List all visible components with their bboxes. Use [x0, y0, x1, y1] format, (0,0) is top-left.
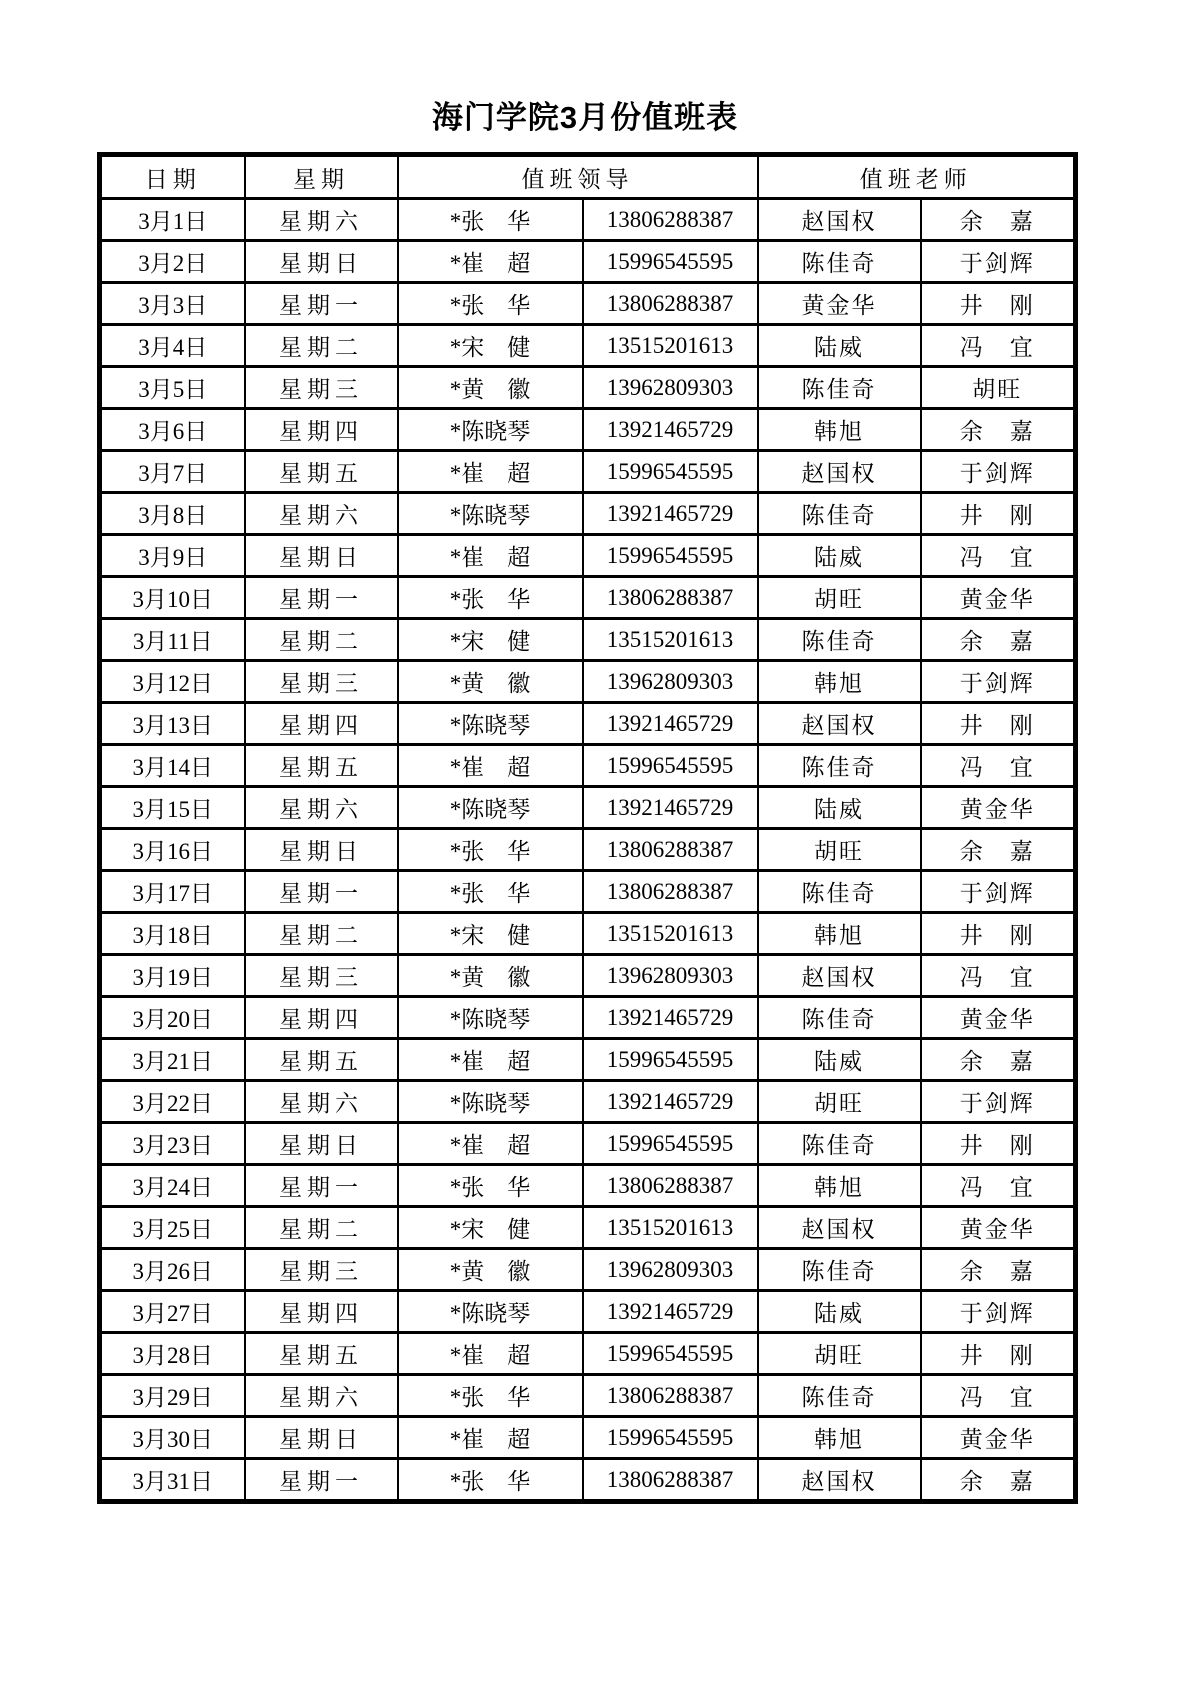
- cell-teacher-2: 于剑辉: [921, 241, 1076, 283]
- cell-leader-name: *崔 超: [398, 1039, 583, 1081]
- cell-leader-name: *崔 超: [398, 451, 583, 493]
- cell-leader-name: *陈晓琴: [398, 703, 583, 745]
- cell-teacher-1: 陈佳奇: [758, 493, 921, 535]
- cell-leader-name: *张 华: [398, 577, 583, 619]
- table-row: [100, 535, 1076, 577]
- cell-date: 3月5日: [100, 367, 245, 409]
- cell-teacher-2: 于剑辉: [921, 1291, 1076, 1333]
- cell-weekday: 星期一: [245, 577, 398, 619]
- cell-weekday: 星期日: [245, 241, 398, 283]
- cell-leader-name: *张 华: [398, 199, 583, 241]
- cell-teacher-1: 陆威: [758, 1291, 921, 1333]
- table-row: [100, 1375, 1076, 1417]
- cell-teacher-1: 赵国权: [758, 451, 921, 493]
- cell-leader-name: *黄 徽: [398, 955, 583, 997]
- duty-roster-table: [97, 152, 1078, 1504]
- cell-weekday: 星期三: [245, 955, 398, 997]
- cell-weekday: 星期一: [245, 1165, 398, 1207]
- cell-leader-phone: 13806288387: [583, 829, 758, 871]
- cell-date: 3月7日: [100, 451, 245, 493]
- cell-teacher-2: 冯 宜: [921, 955, 1076, 997]
- cell-leader-phone: 15996545595: [583, 1417, 758, 1459]
- cell-date: 3月15日: [100, 787, 245, 829]
- cell-date: 3月23日: [100, 1123, 245, 1165]
- cell-teacher-2: 余 嘉: [921, 1249, 1076, 1291]
- cell-leader-phone: 13806288387: [583, 199, 758, 241]
- cell-leader-name: *宋 健: [398, 913, 583, 955]
- cell-weekday: 星期六: [245, 493, 398, 535]
- table-row: [100, 1207, 1076, 1249]
- cell-leader-name: *张 华: [398, 1165, 583, 1207]
- cell-leader-phone: 13806288387: [583, 577, 758, 619]
- cell-leader-name: *黄 徽: [398, 661, 583, 703]
- cell-teacher-1: 陈佳奇: [758, 1375, 921, 1417]
- table-row: [100, 1249, 1076, 1291]
- cell-leader-name: *陈晓琴: [398, 1081, 583, 1123]
- cell-teacher-1: 胡旺: [758, 829, 921, 871]
- table-row: [100, 493, 1076, 535]
- cell-weekday: 星期二: [245, 325, 398, 367]
- cell-date: 3月12日: [100, 661, 245, 703]
- cell-leader-phone: 13515201613: [583, 913, 758, 955]
- table-row: [100, 913, 1076, 955]
- table-row: [100, 451, 1076, 493]
- table-row: [100, 829, 1076, 871]
- cell-leader-name: *张 华: [398, 829, 583, 871]
- cell-weekday: 星期二: [245, 1207, 398, 1249]
- table-row: [100, 1165, 1076, 1207]
- cell-weekday: 星期四: [245, 1291, 398, 1333]
- cell-leader-phone: 13515201613: [583, 325, 758, 367]
- cell-leader-phone: 13515201613: [583, 619, 758, 661]
- cell-date: 3月18日: [100, 913, 245, 955]
- cell-date: 3月16日: [100, 829, 245, 871]
- cell-weekday: 星期三: [245, 661, 398, 703]
- cell-teacher-2: 余 嘉: [921, 619, 1076, 661]
- cell-leader-phone: 13806288387: [583, 1165, 758, 1207]
- cell-teacher-2: 井 刚: [921, 703, 1076, 745]
- cell-leader-name: *崔 超: [398, 241, 583, 283]
- table-row: [100, 745, 1076, 787]
- cell-teacher-1: 赵国权: [758, 199, 921, 241]
- cell-teacher-1: 韩旭: [758, 409, 921, 451]
- cell-teacher-1: 韩旭: [758, 661, 921, 703]
- cell-leader-phone: 13921465729: [583, 997, 758, 1039]
- cell-teacher-1: 陈佳奇: [758, 997, 921, 1039]
- table-row: [100, 1333, 1076, 1375]
- header-date: 日期: [100, 155, 245, 199]
- header-duty-teacher: 值班老师: [758, 155, 1076, 199]
- cell-weekday: 星期一: [245, 871, 398, 913]
- header-duty-leader: 值班领导: [398, 155, 758, 199]
- cell-weekday: 星期四: [245, 409, 398, 451]
- cell-teacher-2: 井 刚: [921, 493, 1076, 535]
- table-row: [100, 577, 1076, 619]
- cell-teacher-2: 井 刚: [921, 1123, 1076, 1165]
- cell-weekday: 星期三: [245, 1249, 398, 1291]
- cell-leader-name: *张 华: [398, 1459, 583, 1502]
- cell-date: 3月10日: [100, 577, 245, 619]
- cell-teacher-2: 井 刚: [921, 283, 1076, 325]
- header-row: [100, 155, 1076, 199]
- cell-teacher-1: 赵国权: [758, 955, 921, 997]
- cell-leader-name: *宋 健: [398, 619, 583, 661]
- cell-weekday: 星期五: [245, 745, 398, 787]
- cell-leader-name: *陈晓琴: [398, 997, 583, 1039]
- cell-weekday: 星期一: [245, 283, 398, 325]
- cell-date: 3月25日: [100, 1207, 245, 1249]
- cell-leader-name: *崔 超: [398, 1333, 583, 1375]
- cell-leader-name: *张 华: [398, 1375, 583, 1417]
- cell-weekday: 星期日: [245, 1417, 398, 1459]
- cell-leader-phone: 13962809303: [583, 955, 758, 997]
- cell-teacher-1: 胡旺: [758, 1333, 921, 1375]
- cell-leader-phone: 13806288387: [583, 283, 758, 325]
- cell-date: 3月27日: [100, 1291, 245, 1333]
- cell-leader-name: *宋 健: [398, 325, 583, 367]
- cell-teacher-2: 黄金华: [921, 997, 1076, 1039]
- cell-leader-name: *宋 健: [398, 1207, 583, 1249]
- cell-leader-name: *陈晓琴: [398, 409, 583, 451]
- cell-teacher-1: 陈佳奇: [758, 619, 921, 661]
- cell-leader-name: *崔 超: [398, 1417, 583, 1459]
- cell-teacher-1: 胡旺: [758, 1081, 921, 1123]
- table-row: [100, 1081, 1076, 1123]
- cell-leader-name: *陈晓琴: [398, 787, 583, 829]
- cell-teacher-1: 韩旭: [758, 913, 921, 955]
- cell-weekday: 星期二: [245, 619, 398, 661]
- cell-leader-name: *崔 超: [398, 535, 583, 577]
- table-row: [100, 241, 1076, 283]
- cell-date: 3月14日: [100, 745, 245, 787]
- cell-teacher-2: 余 嘉: [921, 1459, 1076, 1502]
- cell-leader-phone: 15996545595: [583, 1123, 758, 1165]
- cell-date: 3月28日: [100, 1333, 245, 1375]
- cell-teacher-1: 韩旭: [758, 1165, 921, 1207]
- page-title: 海门学院3月份值班表: [431, 100, 739, 135]
- cell-teacher-2: 冯 宜: [921, 325, 1076, 367]
- cell-date: 3月24日: [100, 1165, 245, 1207]
- cell-leader-phone: 13806288387: [583, 1459, 758, 1502]
- cell-leader-phone: 15996545595: [583, 745, 758, 787]
- cell-date: 3月9日: [100, 535, 245, 577]
- cell-teacher-1: 赵国权: [758, 1207, 921, 1249]
- cell-weekday: 星期日: [245, 1123, 398, 1165]
- cell-teacher-2: 于剑辉: [921, 661, 1076, 703]
- cell-teacher-1: 陆威: [758, 535, 921, 577]
- cell-leader-name: *崔 超: [398, 745, 583, 787]
- table-row: [100, 661, 1076, 703]
- cell-teacher-2: 冯 宜: [921, 1375, 1076, 1417]
- table-row: [100, 997, 1076, 1039]
- cell-teacher-1: 陆威: [758, 325, 921, 367]
- cell-leader-phone: 13962809303: [583, 1249, 758, 1291]
- table-row: [100, 283, 1076, 325]
- cell-date: 3月6日: [100, 409, 245, 451]
- cell-date: 3月29日: [100, 1375, 245, 1417]
- roster-table-body: [100, 199, 1076, 1502]
- cell-teacher-2: 黄金华: [921, 1207, 1076, 1249]
- cell-weekday: 星期二: [245, 913, 398, 955]
- cell-teacher-1: 陈佳奇: [758, 1123, 921, 1165]
- cell-weekday: 星期五: [245, 1039, 398, 1081]
- cell-weekday: 星期三: [245, 367, 398, 409]
- cell-leader-phone: 13921465729: [583, 1081, 758, 1123]
- cell-leader-phone: 13921465729: [583, 787, 758, 829]
- cell-teacher-2: 余 嘉: [921, 199, 1076, 241]
- cell-teacher-2: 胡旺: [921, 367, 1076, 409]
- cell-teacher-1: 陈佳奇: [758, 871, 921, 913]
- cell-teacher-1: 赵国权: [758, 703, 921, 745]
- table-row: [100, 1123, 1076, 1165]
- cell-teacher-2: 余 嘉: [921, 409, 1076, 451]
- cell-teacher-1: 胡旺: [758, 577, 921, 619]
- cell-leader-phone: 13962809303: [583, 367, 758, 409]
- cell-date: 3月3日: [100, 283, 245, 325]
- cell-leader-name: *张 华: [398, 871, 583, 913]
- cell-leader-phone: 13515201613: [583, 1207, 758, 1249]
- cell-weekday: 星期五: [245, 1333, 398, 1375]
- table-row: [100, 1291, 1076, 1333]
- cell-teacher-2: 余 嘉: [921, 829, 1076, 871]
- cell-date: 3月30日: [100, 1417, 245, 1459]
- cell-teacher-1: 陈佳奇: [758, 745, 921, 787]
- cell-teacher-1: 黄金华: [758, 283, 921, 325]
- table-row: [100, 325, 1076, 367]
- cell-date: 3月31日: [100, 1459, 245, 1502]
- cell-date: 3月8日: [100, 493, 245, 535]
- cell-teacher-1: 陆威: [758, 1039, 921, 1081]
- cell-weekday: 星期日: [245, 829, 398, 871]
- cell-leader-phone: 13921465729: [583, 703, 758, 745]
- cell-teacher-2: 黄金华: [921, 577, 1076, 619]
- cell-leader-name: *陈晓琴: [398, 1291, 583, 1333]
- cell-date: 3月13日: [100, 703, 245, 745]
- cell-leader-phone: 15996545595: [583, 1039, 758, 1081]
- cell-teacher-1: 韩旭: [758, 1417, 921, 1459]
- cell-date: 3月2日: [100, 241, 245, 283]
- cell-leader-phone: 15996545595: [583, 241, 758, 283]
- cell-weekday: 星期一: [245, 1459, 398, 1502]
- cell-leader-phone: 13921465729: [583, 493, 758, 535]
- cell-leader-phone: 15996545595: [583, 535, 758, 577]
- table-row: [100, 619, 1076, 661]
- cell-weekday: 星期六: [245, 1081, 398, 1123]
- cell-teacher-2: 冯 宜: [921, 1165, 1076, 1207]
- table-row: [100, 199, 1076, 241]
- cell-leader-name: *张 华: [398, 283, 583, 325]
- cell-teacher-2: 于剑辉: [921, 871, 1076, 913]
- cell-leader-phone: 15996545595: [583, 1333, 758, 1375]
- cell-leader-name: *陈晓琴: [398, 493, 583, 535]
- cell-date: 3月26日: [100, 1249, 245, 1291]
- cell-teacher-1: 陈佳奇: [758, 1249, 921, 1291]
- cell-date: 3月17日: [100, 871, 245, 913]
- cell-weekday: 星期六: [245, 787, 398, 829]
- cell-teacher-2: 于剑辉: [921, 1081, 1076, 1123]
- header-weekday: 星期: [245, 155, 398, 199]
- cell-leader-phone: 13806288387: [583, 871, 758, 913]
- cell-weekday: 星期四: [245, 703, 398, 745]
- cell-leader-name: *黄 徽: [398, 1249, 583, 1291]
- cell-leader-name: *崔 超: [398, 1123, 583, 1165]
- table-row: [100, 367, 1076, 409]
- table-row: [100, 955, 1076, 997]
- cell-weekday: 星期四: [245, 997, 398, 1039]
- table-row: [100, 1417, 1076, 1459]
- cell-teacher-2: 余 嘉: [921, 1039, 1076, 1081]
- table-row: [100, 409, 1076, 451]
- cell-weekday: 星期日: [245, 535, 398, 577]
- table-row: [100, 787, 1076, 829]
- cell-teacher-2: 冯 宜: [921, 535, 1076, 577]
- cell-teacher-2: 冯 宜: [921, 745, 1076, 787]
- cell-date: 3月22日: [100, 1081, 245, 1123]
- cell-leader-phone: 13962809303: [583, 661, 758, 703]
- cell-teacher-1: 赵国权: [758, 1459, 921, 1502]
- table-header: [100, 155, 1076, 199]
- table-row: [100, 1039, 1076, 1081]
- cell-leader-phone: 13806288387: [583, 1375, 758, 1417]
- cell-leader-name: *黄 徽: [398, 367, 583, 409]
- table-row: [100, 703, 1076, 745]
- cell-weekday: 星期五: [245, 451, 398, 493]
- cell-teacher-2: 黄金华: [921, 1417, 1076, 1459]
- cell-teacher-1: 陆威: [758, 787, 921, 829]
- cell-date: 3月20日: [100, 997, 245, 1039]
- cell-date: 3月19日: [100, 955, 245, 997]
- cell-teacher-2: 于剑辉: [921, 451, 1076, 493]
- cell-teacher-1: 陈佳奇: [758, 367, 921, 409]
- cell-leader-phone: 15996545595: [583, 451, 758, 493]
- cell-date: 3月11日: [100, 619, 245, 661]
- cell-date: 3月1日: [100, 199, 245, 241]
- cell-teacher-2: 井 刚: [921, 1333, 1076, 1375]
- cell-leader-phone: 13921465729: [583, 1291, 758, 1333]
- cell-date: 3月21日: [100, 1039, 245, 1081]
- cell-teacher-1: 陈佳奇: [758, 241, 921, 283]
- table-row: [100, 1459, 1076, 1502]
- cell-teacher-2: 井 刚: [921, 913, 1076, 955]
- table-row: [100, 871, 1076, 913]
- cell-weekday: 星期六: [245, 1375, 398, 1417]
- cell-teacher-2: 黄金华: [921, 787, 1076, 829]
- cell-leader-phone: 13921465729: [583, 409, 758, 451]
- cell-weekday: 星期六: [245, 199, 398, 241]
- cell-date: 3月4日: [100, 325, 245, 367]
